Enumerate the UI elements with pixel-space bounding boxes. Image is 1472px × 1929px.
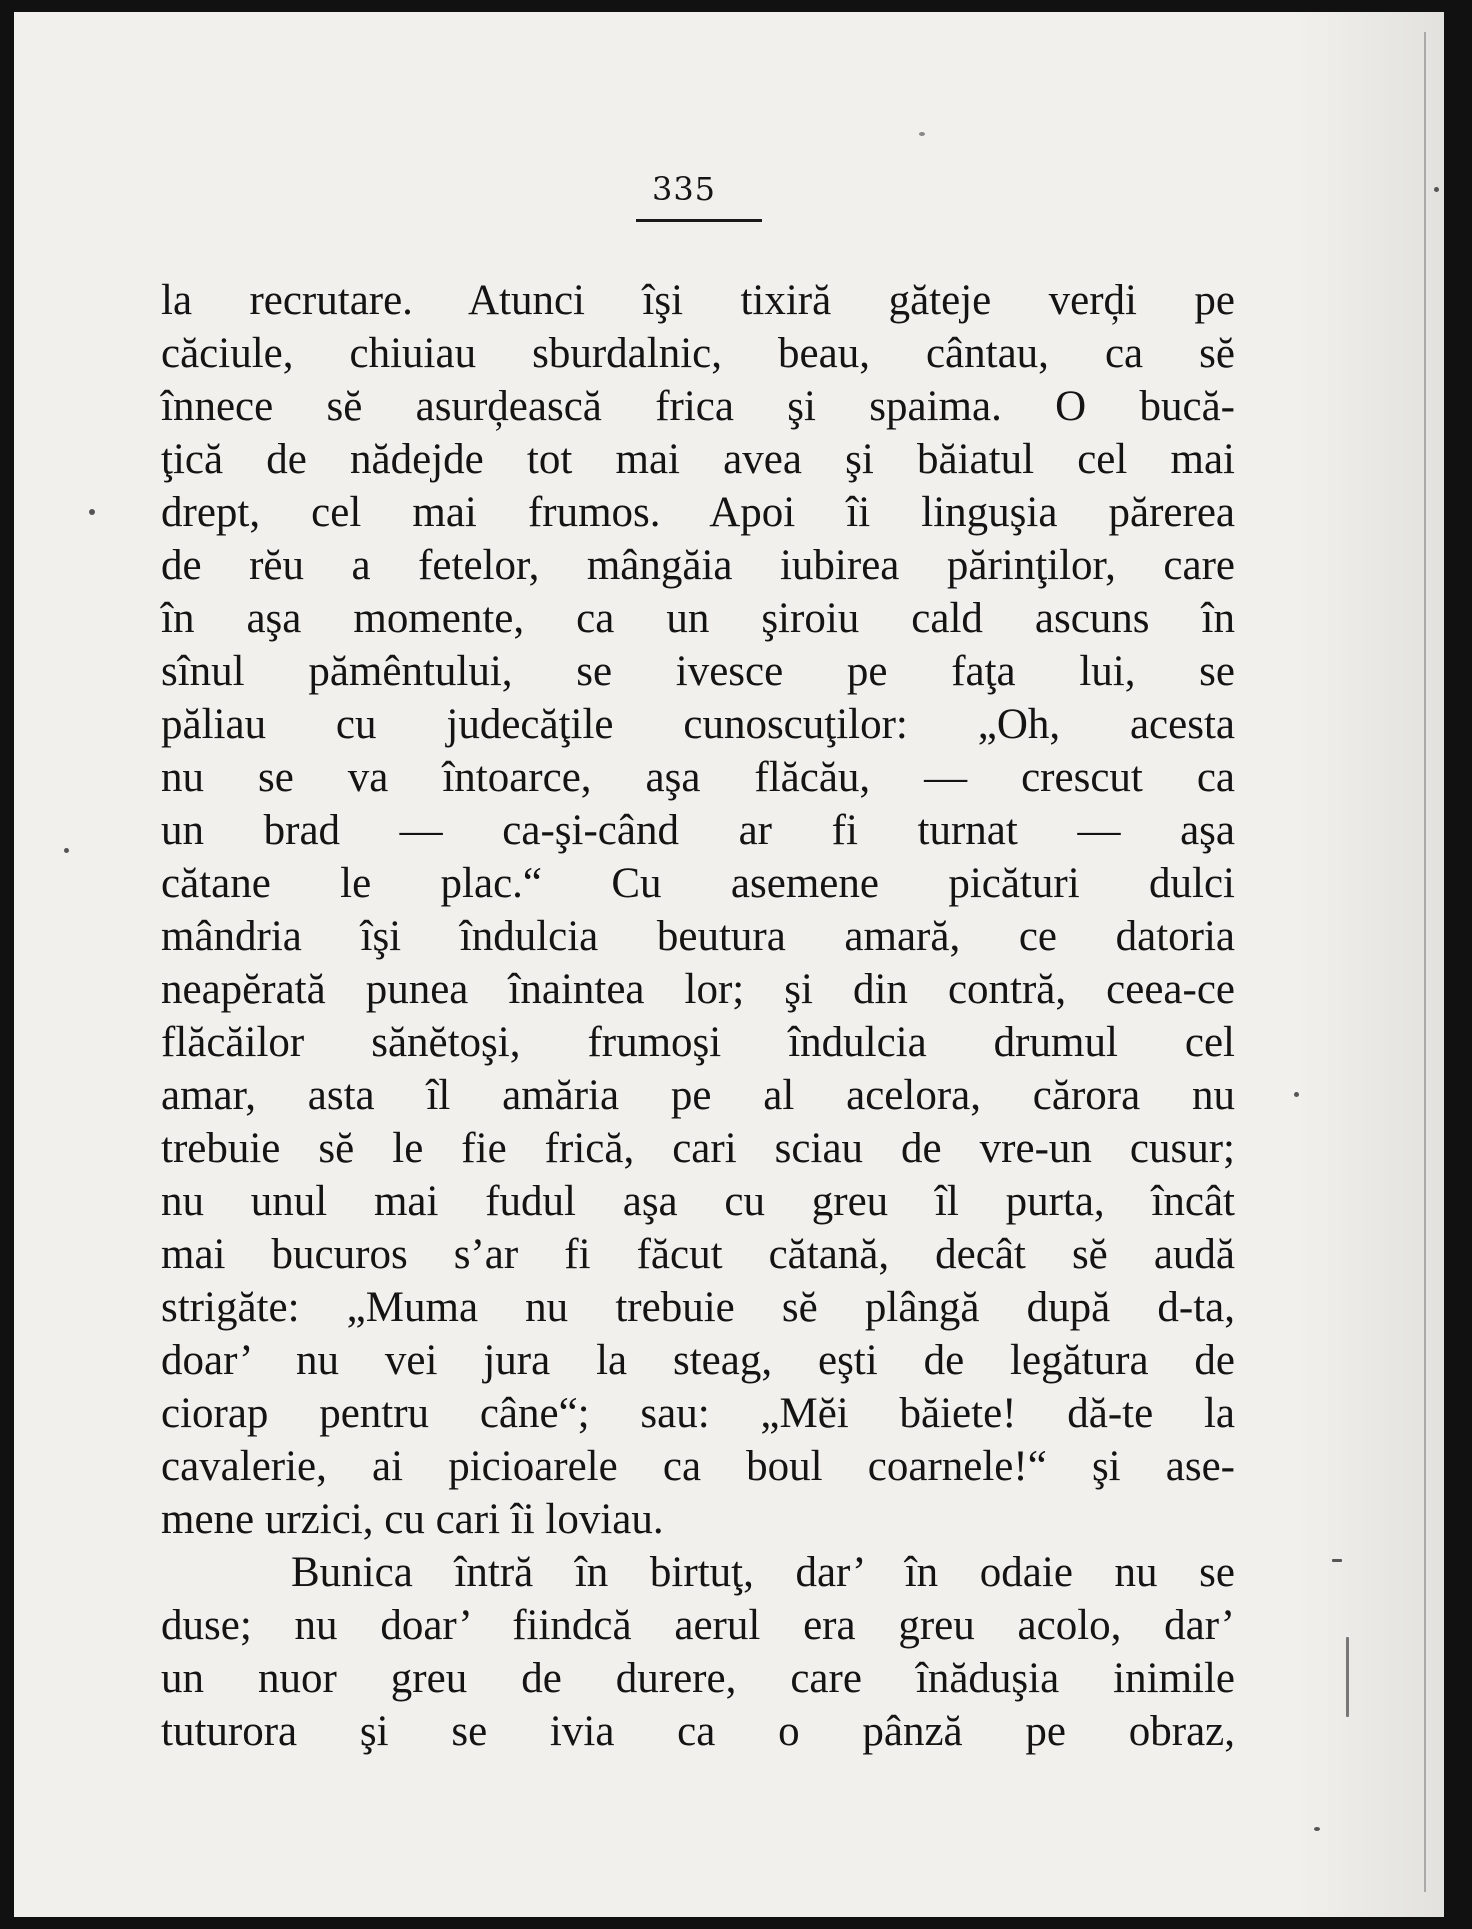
text-line: drept, cel mai frumos. Apoi îi linguşia părerea bbox=[161, 489, 1235, 536]
scan-speck bbox=[64, 848, 69, 853]
text-line: nu se va întoarce, aşa flăcău, — crescut ca bbox=[161, 754, 1235, 801]
text-line: de rĕu a fetelor, mângăia iubirea părinţilor, care bbox=[161, 542, 1235, 589]
text-line: cavalerie, ai picioarele ca boul coarnele!“ şi ase- bbox=[161, 1443, 1235, 1490]
text-line: la recrutare. Atunci îşi tixiră găteje verḑi pe bbox=[161, 277, 1235, 324]
text-line: un nuor greu de durere, care înăduşia inimile bbox=[161, 1655, 1235, 1702]
text-line: ţică de nădejde tot mai avea şi băiatul cel mai bbox=[161, 436, 1235, 483]
text-line: păliau cu judecăţile cunoscuţilor: „Oh, acesta bbox=[161, 701, 1235, 748]
scan-speck bbox=[1434, 187, 1439, 192]
page-number: 335 bbox=[651, 170, 717, 208]
text-line: tuturora şi se ivia ca o pânză pe obraz, bbox=[161, 1708, 1235, 1755]
text-line: amar, asta îl amăria pe al acelora, cărora nu bbox=[161, 1072, 1235, 1119]
paragraph-start-line: Bunica întră în birtuţ, dar’ în odaie nu se bbox=[291, 1549, 1235, 1596]
text-line: neapĕrată punea înaintea lor; şi din contră, ceea-ce bbox=[161, 966, 1235, 1013]
text-line: nu unul mai fudul aşa cu greu îl purta, încât bbox=[161, 1178, 1235, 1225]
book-page bbox=[14, 12, 1444, 1917]
text-line: doar’ nu vei jura la steag, eşti de legătura de bbox=[161, 1337, 1235, 1384]
text-line: căciule, chiuiau sburdalnic, beau, cântau, ca sĕ bbox=[161, 330, 1235, 377]
text-line: cătane le plac.“ Cu asemene picături dulci bbox=[161, 860, 1235, 907]
scan-speck bbox=[919, 132, 925, 136]
text-line: în aşa momente, ca un şiroiu cald ascuns în bbox=[161, 595, 1235, 642]
text-line: duse; nu doar’ fiindcă aerul era greu acolo, dar’ bbox=[161, 1602, 1235, 1649]
text-line: ciorap pentru câne“; sau: „Mĕi băiete! dă-te la bbox=[161, 1390, 1235, 1437]
scan-speck bbox=[1332, 1559, 1342, 1562]
scan-speck bbox=[1294, 1092, 1299, 1097]
text-line: sînul pămêntului, se ivesce pe faţa lui, se bbox=[161, 648, 1235, 695]
scan-speck bbox=[89, 509, 95, 515]
scan-speck bbox=[1314, 1827, 1320, 1831]
paragraph-end-line: mene urzici, cu cari îi loviau. bbox=[161, 1496, 664, 1543]
text-line: flăcăilor sănĕtoşi, frumoşi îndulcia drumul cel bbox=[161, 1019, 1235, 1066]
text-line: trebuie sĕ le fie frică, cari sciau de vre-un cusur; bbox=[161, 1125, 1235, 1172]
body-text bbox=[161, 274, 1235, 1758]
text-line: mai bucuros s’ar fi făcut cătană, decât sĕ audă bbox=[161, 1231, 1235, 1278]
text-line: mândria îşi îndulcia beutura amară, ce datoria bbox=[161, 913, 1235, 960]
text-line: strigăte: „Muma nu trebuie sĕ plângă după d-ta, bbox=[161, 1284, 1235, 1331]
text-line: înnece sĕ asurḑească frica şi spaima. O bucă- bbox=[161, 383, 1235, 430]
scan-speck bbox=[1346, 1637, 1349, 1717]
page-edge-shadow bbox=[1424, 32, 1426, 1892]
page-number-underline bbox=[636, 219, 762, 222]
text-line: un brad — ca-şi-când ar fi turnat — aşa bbox=[161, 807, 1235, 854]
